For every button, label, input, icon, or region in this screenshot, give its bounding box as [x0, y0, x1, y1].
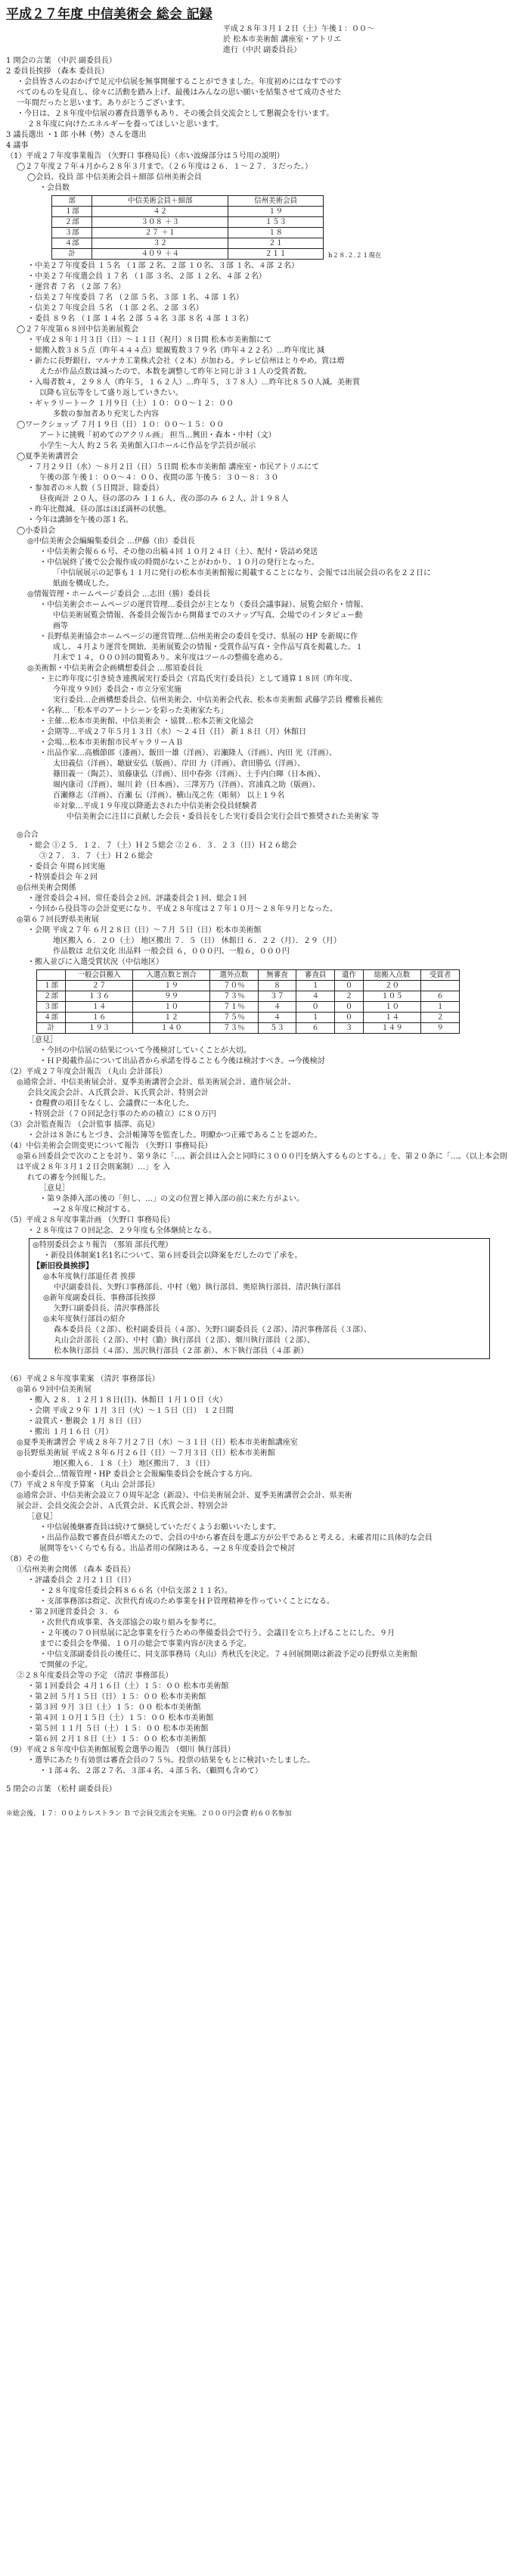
- table-cell: １４: [363, 1013, 420, 1023]
- text-line: 成し、４月より運営を開始。美術展覧会の情報・受賞作品写真・全作品写真を掲載した。１: [53, 643, 363, 652]
- table-cell: ２１: [228, 238, 324, 249]
- table-cell: ６: [421, 991, 460, 1002]
- table-cell: ４部: [52, 238, 92, 249]
- table-cell: ９９: [133, 991, 210, 1002]
- text-line: 紙面を構成した。: [53, 580, 113, 588]
- text-line: ・信美２７年度会員 ５名 （１部 ２名、２部 ３名）: [27, 304, 203, 313]
- meeting-date: 平成２８年３月１２日（土）午後１：００〜: [223, 25, 374, 33]
- text-line: ・出品作品数で審査員が増えたので、会員の中から審査員を選ぶ方が公平であると考える。未確者用に具体的な会員: [39, 1534, 433, 1542]
- text-line: ・２年後の７０回県展に記念事業を行うための準備委員会で行う。会議日を立ち上げることにした。９月: [39, 1629, 395, 1638]
- text-line: ・新役員体制案1名1名について、第６回委員会以降案をだしたので了承を。: [43, 1252, 302, 1260]
- officers-box: [29, 1238, 490, 1359]
- text-line: 以降も宣伝等をして盛り返していきたい。: [39, 389, 183, 397]
- member-count-date: h２８.２.２１現在: [328, 252, 382, 260]
- text-line: （7）平成２８年度予算案 （丸山 会計部長）: [6, 1481, 160, 1489]
- table-cell: ３: [335, 1023, 364, 1034]
- text-line: ◯小委員会: [17, 527, 56, 535]
- table-row: [37, 1002, 460, 1013]
- text-line: ・中美２７年度選会員 １７名 （１部 ３名、２部 １２名、４部 ２名）: [27, 272, 266, 281]
- table-cell: ２７ ＋１: [92, 228, 228, 238]
- table-cell: １９: [133, 981, 210, 991]
- text-line: ・新たに長野銀行、マルナカ工業株式会社（２本）が加わる。テレビ信州はとりやめ。賞は増: [27, 357, 345, 366]
- table-header-cell: 審査員: [296, 970, 335, 981]
- text-line: ・中信美術会ホームページの運営管理…委員会が主となり（委員会議事録）、展覧会紹介・情報、: [39, 601, 368, 609]
- text-line: ◯２７年度第６８回中信美術展覧会: [17, 325, 139, 334]
- table-cell: ２: [421, 1013, 460, 1023]
- text-line: れての審を今回報した。: [27, 1174, 110, 1182]
- text-line: 森本委員長（２部）、松村副委員長（４部）、矢野口副委員長（２部）、清沢事務部長（３部）、: [54, 1326, 371, 1334]
- table-cell: １部: [52, 207, 92, 217]
- text-line: 展開等をいくらでも有る。出品者用の保険はある。→２８年度委員会で検討: [39, 1545, 296, 1553]
- table-header-cell: 部: [52, 196, 92, 207]
- table-cell: １５３: [228, 217, 324, 228]
- text-line: ◎美術館・中信美術会企画構想委員会 …那須委員長: [27, 664, 203, 673]
- text-line: ・会場…松本市美術館市民ギャラリーＡＢ: [39, 739, 183, 747]
- text-line: 【新旧役員挨拶】: [33, 1262, 93, 1271]
- text-line: ・特別会計（７０回記念行事のための積立）に８０万円: [27, 1110, 216, 1118]
- text-line: ・会期等…平成２７年５月１３日（水）〜２４日（日） 新１８日（月）休館日: [39, 728, 307, 736]
- table-cell: １０: [363, 1002, 420, 1013]
- table-cell: ７０％: [210, 981, 259, 991]
- table-cell: ２部: [52, 217, 92, 228]
- text-line: ◎情報管理・ホームページ委員会 …志田（勝）委員長: [27, 590, 210, 599]
- text-line: ・長野県美術協会ホームページの運営管理…信州美術会の委員を受け、県展の HP を新規に作: [39, 633, 358, 641]
- text-line: （6）平成２８年度事業案 （清沢 事務部長）: [6, 1375, 160, 1383]
- text-line: ◯ワークショップ ７月１９日（日）１０：００〜１５：００: [17, 421, 225, 429]
- table-cell: １６: [65, 1013, 132, 1023]
- text-line: 丸山会計部長（２部）、中村（勤）執行部員（２部）、畑川執行部員（２部）、: [54, 1336, 315, 1345]
- text-line: ◎特別委員会より報告 （那須 部長代理）: [33, 1241, 173, 1249]
- text-line: で開催の予定。: [39, 1661, 92, 1669]
- text-line: ・会計は８条にもとづき、会計帳簿等を監査した。明瞭かつ正確であることを認めた。: [27, 1131, 322, 1140]
- text-line: ・中信展後継審査員は続けて継続していただくようお願いいたします。: [39, 1523, 281, 1532]
- text-line: ・第１回委員会 ４月１６日（土）１５：００ 松本市美術館: [27, 1682, 229, 1691]
- table-cell: １: [421, 1002, 460, 1013]
- text-line: ◎夏季美術講習会 平成２８年７月２７日（水）〜３１日（日）松本市美術館講座室: [17, 1439, 298, 1447]
- text-line: ◎合合: [17, 831, 39, 839]
- text-line: ２８年度に向けたエネルギーを養ってほしいと思います。: [27, 120, 224, 129]
- text-line: ・出品作家…高橋節郎（漆画）、飯田一雄（洋画）、岩瀬隆人（洋画）、内田 光（洋画）、: [39, 749, 337, 758]
- table-header-cell: 総搬入点数: [363, 970, 420, 981]
- text-line: ・主催…松本市美術館、中信美術会 ・協賛…松本芸術文化協会: [39, 717, 254, 726]
- text-line: ◎信州美術会関係: [17, 884, 76, 892]
- table-cell: ６: [296, 1023, 335, 1034]
- text-line: アートに挑戦「初めてのアクリル画」 担当…興田・森本・中村（文）: [39, 431, 276, 440]
- table-cell: ３７: [258, 991, 296, 1002]
- text-line: ・今回から役員等の会計変更になり、平成２８年度は２７年１０月〜２８年９月となった。: [27, 905, 337, 913]
- table-row: [52, 217, 324, 228]
- text-line: ◎第６回委員会で次のことを討り、第９条に「…、新会員は入会と同時に３０００円を納入するものとする。」を、第２０条に「…。（以上本会則は平成２８年３月１２日会則案制）…」を 入: [17, 1153, 507, 1171]
- text-line: ・搬出 １月１６日（月）: [27, 1428, 113, 1436]
- table-cell: ０: [335, 981, 364, 991]
- text-line: 1 開会の言葉 （中沢 副委員長）: [6, 57, 116, 65]
- table-cell: １４９: [363, 1023, 420, 1034]
- table-cell: ４０９ ＋４: [92, 249, 228, 260]
- table-row: [37, 981, 460, 991]
- text-line: （3）会計監査報告 （会計監事 擂澤、高見）: [6, 1121, 160, 1129]
- text-line: ・ＨＰ掲載作品について出品者から承諾を得ることも今後は検討すべき。→今後検討: [39, 1057, 325, 1066]
- text-line: 昼夜両計 ２０人、昼の部のみ １１６人、夜の部のみ ６２人、計１９８人: [39, 495, 289, 503]
- text-line: ・委員会 年間６回実施: [27, 863, 106, 871]
- table-cell: ７５％: [210, 1013, 259, 1023]
- table-cell: １０: [133, 1002, 210, 1013]
- table-cell: ４: [258, 1013, 296, 1023]
- text-line: べてのものを見直し、徐々に活動を踏み上げ、最後はみんなの思い願いを結集させて成功させた: [17, 89, 342, 97]
- text-line: 百瀬修志（洋画）、百瀬 伝（洋画）、横山茂之佐（彫刻） 以上１９名: [53, 792, 285, 800]
- text-line: 小学生〜大人 約２５名 美術館入口ホールに作品を学芸員が展示: [39, 442, 256, 450]
- text-line: ◎本年度執行部退任者 挨拶: [43, 1273, 135, 1281]
- text-line: ・中信展終了後で公会報作成の時間がないことがわかり、１０月の発行となった。: [39, 558, 319, 567]
- text-line: ①信州美術会関係 （森本 委員長）: [17, 1566, 135, 1574]
- text-line: ・信美２７年度委員 ７名 （２部 ５名、３部 １名、４部 １名）: [27, 294, 243, 302]
- text-line: ・今年は講師を午後の部１名。: [27, 516, 133, 524]
- text-line: ◎第６７回長野県美術展: [17, 916, 99, 924]
- table-cell: ３０８ ＋３: [92, 217, 228, 228]
- table-cell: ４: [258, 1002, 296, 1013]
- text-line: ③２７．３．７（土）Ｈ２６総会: [39, 852, 153, 860]
- table-cell: ４部: [37, 1013, 66, 1023]
- text-line: 2 委員長挨拶 （森本 委員長）: [6, 67, 109, 76]
- text-line: ◯会員、役員 部 中信美術会員＋細部 信州美術会員: [27, 173, 202, 182]
- text-line: ◎通常会計、中信美術展会計、夏季美術講習会会計、県美術展会計、遺作展会計、: [17, 1078, 296, 1087]
- text-line: ・第２回運営委員会 ３．６: [27, 1608, 121, 1616]
- text-line: （1）平成２７年度事業報告 （矢野口 事務局長）（赤い波線部分は５号用の説明）: [6, 152, 284, 160]
- table-cell: ０: [335, 1002, 364, 1013]
- text-line: （9）平成２８年度中信美術館展覧会選挙の報告 （畑川 執行部員）: [6, 1746, 235, 1754]
- footer-note: ※総会後、１７：００よりレストラン Ｂ で会員交流会を実施。２０００円会費 約６０名参加: [6, 1810, 292, 1818]
- table-cell: 計: [52, 249, 92, 260]
- section-opening: [6, 56, 510, 194]
- text-line: ・第３回 ９月 ３日（土）１５：００ 松本市美術館: [27, 1703, 201, 1712]
- text-line: 月末で１４，０００回の閲覧あり。来年度はツールの整備を進める。: [53, 654, 287, 662]
- text-line: ・中信美術会報６６号、その他の出稿４回 １０月２４日（土）、配付・袋詰め発送: [39, 548, 318, 556]
- table-header-cell: 選外点数: [210, 970, 259, 981]
- table-cell: ０: [335, 1013, 364, 1023]
- text-line: 地区搬入６．１８（土） 地区搬出７．３（日）: [53, 1460, 215, 1468]
- text-line: 会員交流会会計、Ａ氏賞会計、Ｋ氏賞会計、特別会計: [27, 1089, 209, 1097]
- text-line: ［意見］: [39, 1184, 70, 1193]
- text-line: （4）中信美術会会則変更について報告 （矢野口 事務局長）: [6, 1142, 212, 1150]
- table-cell: ７１％: [210, 1002, 259, 1013]
- table-cell: ７３％: [210, 991, 259, 1002]
- text-line: ・２８年度は７０回記念、２９年度も全体継続となる。: [27, 1227, 216, 1235]
- table-row: [52, 249, 324, 260]
- text-line: 矢野口副委員長、清沢事務部長: [54, 1305, 160, 1313]
- text-line: ・評議委員会 ２月２１日（日）: [27, 1576, 136, 1585]
- text-line: ・会期 平成２７年 ６月２８日（日）〜７月 ５日（日）松本市美術館: [27, 926, 262, 935]
- text-line: ・第５回 １１月 ５日（土）１５：００ 松本市美術館: [27, 1725, 209, 1733]
- text-line: ・総搬入数３８５点（昨年４４４点）総観覧数３７９名（昨年４２２名）…昨年度比 減: [27, 347, 325, 355]
- text-line: ②２８年度委員会等の予定 （清沢 事務部長）: [17, 1672, 173, 1680]
- table-row: [52, 207, 324, 217]
- table-cell: １３６: [65, 991, 132, 1002]
- table-cell: ３２: [92, 238, 228, 249]
- text-line: ・名称…「松本平のアートシーンを彩った美術家たち」: [39, 707, 228, 715]
- text-line: ・支部事務部は指定、次世代育成のため事業をＨＰ管理精神を作っていくことになる。: [39, 1598, 334, 1606]
- table-row: [37, 991, 460, 1002]
- text-line: 4 議事: [6, 142, 29, 150]
- table-cell: ２部: [37, 991, 66, 1002]
- text-line: 中沢副委員長、矢野口事務部長、中村（勉）執行部員、奥原執行部員、清沢執行部員: [54, 1283, 341, 1292]
- table-header-cell: 中信美術会員＋細部: [92, 196, 228, 207]
- text-line: ◎長野県美術展 平成２８年６月２６日（日）〜７月３日（日）松本市美術館: [17, 1449, 275, 1458]
- table-cell: １９３: [65, 1023, 132, 1034]
- text-line: ・今回の中信展の結果について今後検討していくことが大切。: [39, 1047, 251, 1055]
- table-cell: ２: [335, 991, 364, 1002]
- table-cell: １部: [37, 981, 66, 991]
- text-line: ・第２回 ５月１５日（日）１５：００ 松本市美術館: [27, 1693, 206, 1701]
- table-row: [37, 1013, 460, 1023]
- table-header-cell: 信州美術会員: [228, 196, 324, 207]
- text-line: ・２８年度常任委員会料８６６名（中信支部２１１名）。: [39, 1587, 232, 1595]
- table-header-cell: 受賞者: [421, 970, 460, 981]
- text-line: ・選挙にあたり有効票は審査会員の７５％。投票の結果をもとに検討いたしました。: [27, 1756, 315, 1765]
- text-line: ・第４回 １０月１５日（土）１５：００ 松本市美術館: [27, 1714, 214, 1722]
- text-line: ・運営委員会４回、常任委員会２回、評議委員会１回、総会１回: [27, 894, 247, 903]
- table-cell: ７３％: [210, 1023, 259, 1034]
- text-line: （2）平成２７年度会計報告 （丸山 会計部長）: [6, 1068, 167, 1076]
- text-line: ・参加者の＊人数（５日間計、除委員）: [27, 484, 163, 493]
- section-accounts: [6, 1035, 510, 1237]
- text-line: 画等: [53, 622, 68, 630]
- text-line: ・会員数: [39, 184, 70, 192]
- table-cell: ０: [296, 1002, 335, 1013]
- text-line: ◎中信美術会会編編集委員会 …伊藤（由）委員長: [27, 537, 195, 546]
- text-line: ・特別委員会 年２回: [27, 873, 98, 882]
- text-line: ・食糧費の項目をなくし、会議費に一本化した。: [27, 1100, 194, 1108]
- text-line: →２８年度に検討する。: [53, 1206, 135, 1214]
- table-row: [52, 228, 324, 238]
- text-line: ・会期 平成２９年 １月 ３日（火）〜１５日（日） １２日間: [27, 1407, 234, 1415]
- table-cell: １４０: [133, 1023, 210, 1034]
- member-count-block: [6, 194, 510, 261]
- table-cell: １２: [133, 1013, 210, 1023]
- table-header-cell: [37, 970, 66, 981]
- text-line: 地区搬入 ６．２０（土） 地区搬出 ７．５（日） 休館日 ６．２２（月）．２９（月）: [53, 937, 341, 945]
- text-line: 一年間だったと思います。ありがとうございます。: [17, 99, 190, 107]
- text-line: ・搬入 ２８．１２月１８日(日)、休館日 １月１０日（火）: [27, 1396, 228, 1405]
- table-cell: ３部: [52, 228, 92, 238]
- section-report: [6, 261, 510, 823]
- table-cell: １９: [228, 207, 324, 217]
- text-line: ・今日は、２８年度中信展の審査員選挙もあり、その後会員交流会として懇親会を行います。: [17, 110, 334, 118]
- text-line: ・１部４名、２部２７名、３部４名、４部５名、（顧問も含めて）: [39, 1767, 262, 1775]
- text-line: 実行委員…企画構想委員会、信州美術会、中信美術会代表、松本市美術館 武藤学芸員 櫻雅長補佐: [53, 696, 383, 705]
- text-line: ◎新年度副委員長、事務部長挨拶: [43, 1294, 156, 1302]
- text-line: 松本執行部員（４部）、黒沢執行部員（２部 新）、木下執行部員（４部 新）: [54, 1347, 309, 1355]
- text-line: 午後の部 午後１：００〜４：００、夜間の部 午後５：３０〜８：３０: [39, 474, 279, 482]
- text-line: （8）その他: [6, 1555, 49, 1563]
- text-line: ・昨年比微減、昼の部はほぼ満杯の状態。: [27, 506, 171, 514]
- text-line: えたが作品点数は減ったので、本数を調整して昨年と同じ計３１人の受賞者数。: [39, 368, 312, 376]
- table-header-cell: 無審査: [258, 970, 296, 981]
- text-line: ［意見］: [27, 1036, 57, 1044]
- table-header-cell: 一般会員搬入: [65, 970, 132, 981]
- text-line: 中信美術会に注目に貢献した会長・委員長をした実行委員会実行会員で推奨された美術家 等: [67, 813, 380, 821]
- text-line: ・運営者 ７名 （２部 ７名）: [27, 283, 126, 291]
- table-cell: １４: [65, 1002, 132, 1013]
- member-count-table: [51, 195, 324, 260]
- table-row: [37, 1023, 460, 1034]
- text-line: ◎通常会計、中信美術会設立７０周年記念（新設）、中信美術展会計、夏季美術講習会会計、県美術: [17, 1492, 352, 1500]
- text-line: 中信美術展覧会情報、各委員会報告から開幕までのスナップ写真、会場でのインタビュー動: [53, 611, 363, 620]
- text-line: ・第９条挿入部の後の「但し、…」の文の位置と挿入部の前に来た方がよい。: [39, 1195, 304, 1203]
- text-line: ［意見］: [27, 1513, 57, 1521]
- text-line: 展会計、会員交流会会計、Ａ氏賞会計、Ｋ氏賞会計、特別会計: [17, 1502, 228, 1510]
- text-line: ※対象…平成１９年度以降逝去された中信美術会役員経験者: [53, 802, 257, 810]
- text-line: ・主に昨年度に引き続き連携展実行委員会（宮島氏実行委員長）として通算１８回（昨年度、: [39, 675, 357, 683]
- table-cell: 計: [37, 1023, 66, 1034]
- section-meetings: [6, 830, 510, 957]
- table-cell: ９: [421, 1023, 460, 1034]
- text-line: ・総会 ①２５．１２．７（土）Ｈ２５総会 ②２６．３．２３（日）Ｈ２６総会: [27, 842, 297, 850]
- text-line: ・入場者数４，２９８人（昨年５，１６２人）…昨年５，３７８人）…昨年比８５０人減。美術賞: [27, 378, 360, 387]
- text-line: （5）平成２８年度事業計画 （矢野口 事務局長）: [6, 1216, 175, 1224]
- text-line: ・７月２９日（水）〜８月２日（日）５日間 松本市美術館 講座室・市民アトリエにて: [27, 463, 320, 471]
- meeting-info: [6, 24, 510, 56]
- text-line: ・次世代育成事業、各支部協会の取り組みを参考に。: [39, 1619, 221, 1627]
- text-line: ・中美２７年度委員 １５名 （１部 ２名、２部 １０名、３部 １名、４部 ２名）: [27, 262, 299, 270]
- text-line: 篠田義一（陶芸）、須藤康弘（洋画）、田中春弥（洋画）、土手内白暉（日本画）、: [53, 770, 325, 779]
- table-cell: １: [296, 1013, 335, 1023]
- table-cell: １０５: [363, 991, 420, 1002]
- table-cell: ２０: [363, 981, 420, 991]
- table-cell: ４２: [92, 207, 228, 217]
- exhibit-stats-table: [36, 969, 460, 1034]
- exhibit-stats-caption: ・搬入並びに入選受賞状況（中信地区）: [27, 958, 163, 966]
- text-line: ◎来年度執行部員の紹介: [43, 1315, 126, 1324]
- table-cell: ２１１: [228, 249, 324, 260]
- table-cell: ３部: [37, 1002, 66, 1013]
- table-row: [52, 238, 324, 249]
- text-line: 多数の参加者あり充実した内容: [53, 410, 159, 418]
- meeting-venue: 於 松本市美術館 講座室・アトリエ: [223, 36, 342, 44]
- table-header-cell: 入選点数と割合: [133, 970, 210, 981]
- closing-line: 5 閉会の言葉 （松村 副委員長）: [6, 1785, 116, 1794]
- text-line: ◯夏季美術講習会: [17, 453, 79, 461]
- table-cell: １８: [228, 228, 324, 238]
- text-line: ◎小委員会…情報管理・HP 委員会と会報編集委員会を統合する方向。: [17, 1470, 257, 1479]
- text-line: 太田義信（洋画）、聴嶽安弘（版画）、岸田 力（洋画）、倉田勝弘（洋画）、: [53, 760, 305, 768]
- text-line: ・中信支部副委員長の後任に、同支部事務局（丸山）秀秋氏を決定。７４回展開期は新設予定の長野県立美術館: [39, 1650, 417, 1659]
- text-line: ・ギャラリートーク １月９日（土）１０：００〜１２：００: [27, 400, 234, 408]
- text-line: ・会員皆さんのおかげで足元中信展を無事開催することができました。年度初めにはなすでのす: [17, 78, 343, 86]
- text-line: ・設賞式・懇親会 １月 ８日（日）: [27, 1417, 146, 1426]
- text-line: 「中信展展示の記事も１１月に発行の松本市美術館報に掲載することになり、会報では出展会員の名を２２日に: [53, 569, 431, 577]
- text-line: までに委員会を準備、１０月の総会で事業内容が決まる予定。: [39, 1640, 251, 1648]
- meeting-chair: 進行（中沢 副委員長）: [223, 46, 302, 54]
- text-line: 今年度９９回）委員会・市立分室実施: [53, 686, 181, 694]
- text-line: 作品数は 北信文化 出品料 一般会員 ６，０００円、一般６，０００円: [53, 947, 290, 956]
- table-cell: １: [296, 981, 335, 991]
- table-cell: [421, 981, 460, 991]
- table-cell: ８: [258, 981, 296, 991]
- text-line: 3 議長選出 ・1 郎 小林（勢）さんを選出: [6, 131, 147, 139]
- table-cell: ２７: [65, 981, 132, 991]
- text-line: ・第６回 ２月１８日（土）１５：００ 松本市美術館: [27, 1735, 206, 1744]
- table-cell: ４: [296, 991, 335, 1002]
- table-cell: ５３: [258, 1023, 296, 1034]
- document-title: 平成２７年度 中信美術会 総会 記録: [6, 7, 212, 22]
- text-line: 堀内康司（洋画）、堀川 鈴（日本画）、三澤芳乃（洋画）、宮浦真之助（版画）、: [53, 781, 321, 789]
- text-line: ・平成２８年１月３日（日）〜１１日（祝月）８日間 松本市美術館にて: [27, 336, 272, 344]
- text-line: ◯２７年度２７年４月から２８年３月まで。（２６年度は２６．１〜２７．３だった。）: [17, 163, 312, 171]
- text-line: ・委員 ８９名 （１部 １４名 ２部 ５４名 ３部 ８名 ４部 １３名）: [27, 315, 253, 323]
- text-line: ◎第６９回中信美術展: [17, 1386, 91, 1394]
- section-plans: [6, 1374, 510, 1777]
- table-header-cell: 遺作: [335, 970, 364, 981]
